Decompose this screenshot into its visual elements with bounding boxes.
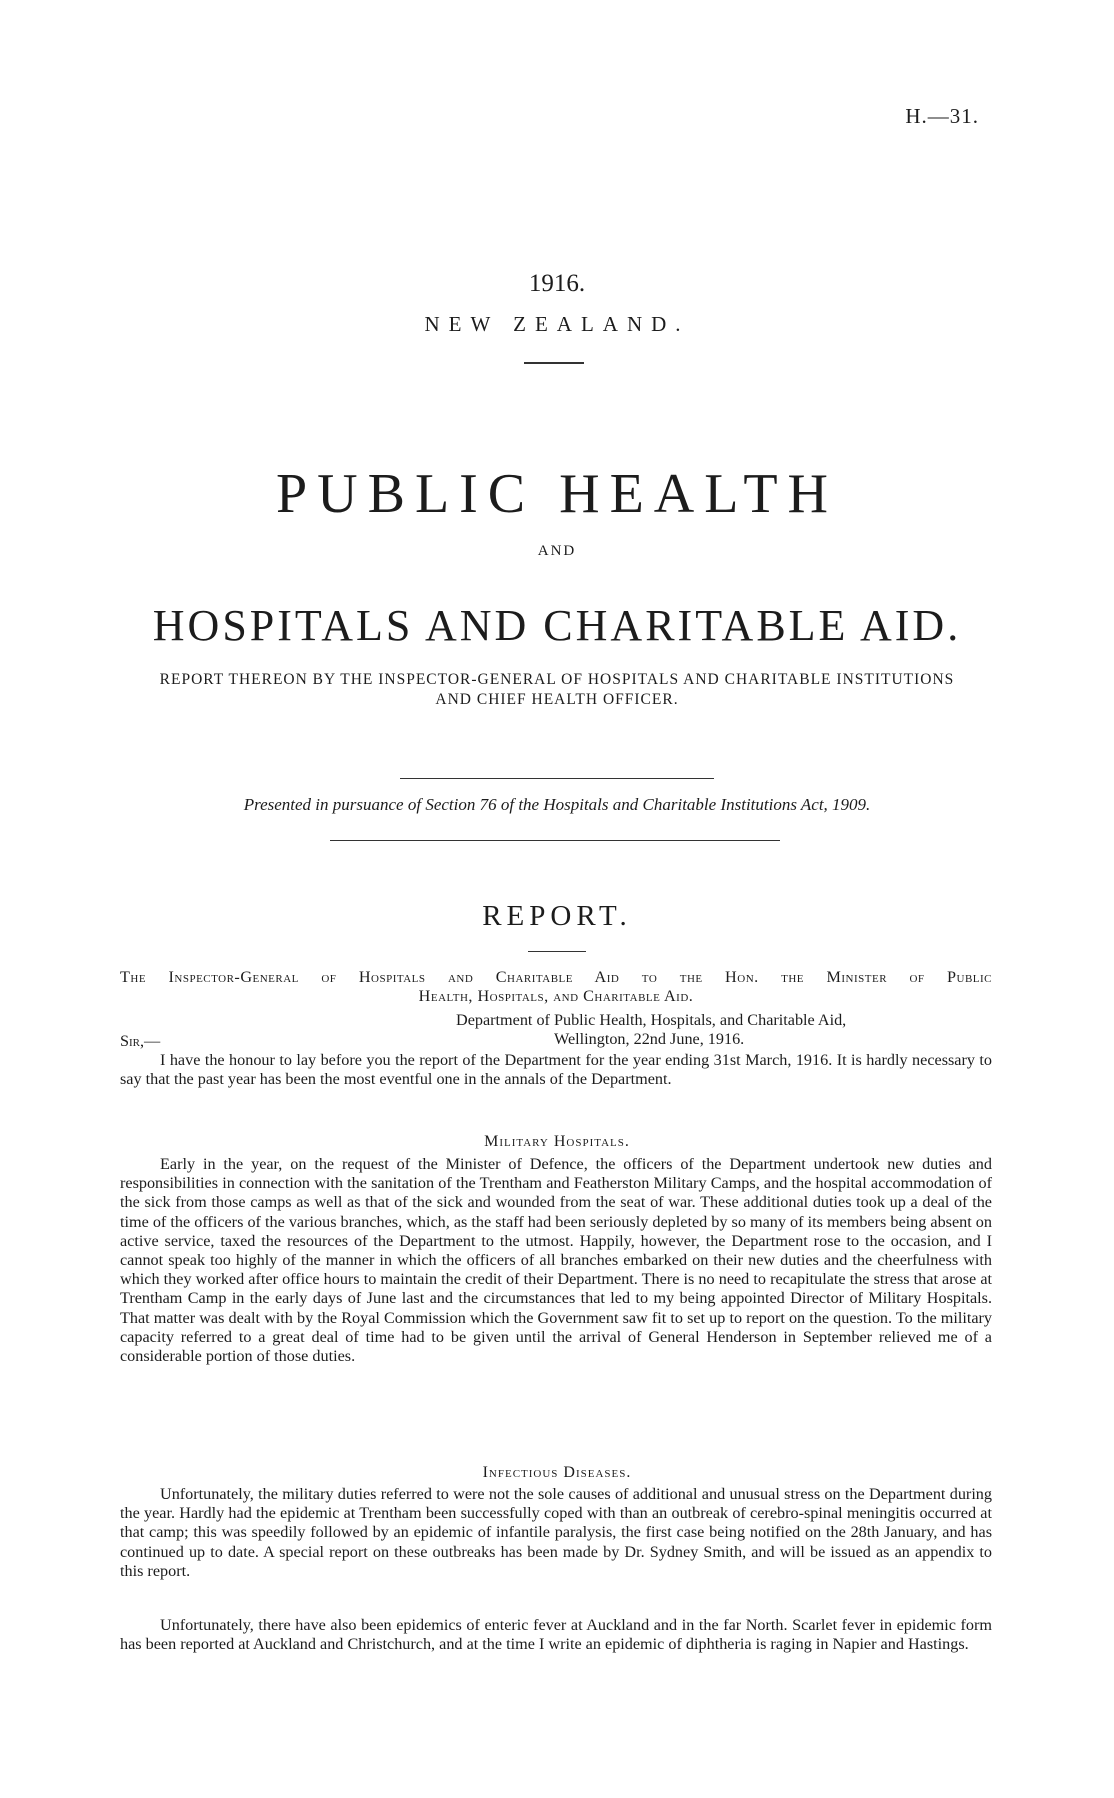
secondary-title: HOSPITALS AND CHARITABLE AID. [152,601,962,650]
salutation: Sir,— [120,1032,161,1050]
divider-rule [524,362,584,364]
intro-paragraph: I have the honour to lay before you the report of the Department for the year ending 31st March, 1916. It is hardly necessary to say that the past year has been the most eventful one in the annals of the Department. [120,1051,992,1089]
address-line-2: Health, Hospitals, and Charitable Aid. [418,987,694,1006]
section-heading-infectious: Infectious Diseases. [482,1464,632,1481]
infectious-paragraph-1: Unfortunately, the military duties referred to were not the sole causes of additional and unusual stress on the Department during the year. Hardly had the epidemic at Trentham been successfully coped with than an outbreak of cerebro-spinal meningitis occurred at that camp; this was speedily followed by an epidemic of infantile paralysis, the first case being notified on the 28th January, and has continued up to date. A special report on these outbreaks has been made by Dr. Sydney Smith, and will be issued as an appendix to this report. [120,1485,992,1580]
address-block [120,968,992,1006]
infectious-paragraph-2: Unfortunately, there have also been epidemics of enteric fever at Auckland and in the far North. Scarlet fever in epidemic form has been reported at Auckland and Christchurch, and at the time I write an epidemic of diphtheria is raging in Napier and Hastings. [120,1616,992,1654]
section-heading-military: Military Hospitals. [484,1133,630,1150]
report-heading: REPORT. [482,900,632,932]
divider-rule [528,951,586,952]
country-name: NEW ZEALAND. [424,312,690,336]
presented-note: Presented in pursuance of Section 76 of the Hospitals and Charitable Institutions Act, 1909. [243,795,871,814]
document-reference: H.—31. [905,104,979,128]
divider-rule [330,840,780,841]
department-line: Department of Public Health, Hospitals, and Charitable Aid, [456,1011,847,1029]
place-date-line: Wellington, 22nd June, 1916. [554,1030,745,1049]
main-title: PUBLIC HEALTH [276,463,838,525]
dateline [456,1011,986,1049]
publication-year: 1916. [528,270,586,297]
divider-rule [400,778,714,779]
title-connector: AND [537,543,577,559]
address-line-1: The Inspector-General of Hospitals and Charitable Aid to the Hon. the Minister of Public [120,968,992,986]
military-paragraph: Early in the year, on the request of the Minister of Defence, the officers of the Department undertook new duties and responsibilities in connection with the sanitation of the Trentham and Featherston Military Camps, and the hospital accommodation of the sick from those camps as well as that of the sick and wounded from the seat of war. These additional duties took up a deal of the time of the officers of the various branches, which, as the staff had been seriously depleted by so many of its members being absent on active service, taxed the resources of the Department to the utmost. Happily, however, the Department rose to the occasion, and I cannot speak too highly of the manner in which the officers of all branches embarked on their new duties and the cheerfulness with which they worked after office hours to maintain the credit of their Department. There is no need to recapitulate the stress that arose at Trentham Camp in the early days of June last and the circumstances that led to my being appointed Director of Military Hospitals. That matter was dealt with by the Royal Commission which the Government saw fit to set up to report on the question. To the military capacity referred to a great deal of time had to be given until the arrival of General Henderson in September relieved me of a considerable portion of those duties. [120,1155,992,1366]
report-subtitle: REPORT THEREON BY THE INSPECTOR-GENERAL OF HOSPITALS AND CHARITABLE INSTITUTIONS AND CHIEF HEALTH OFFICER. [159,671,955,708]
